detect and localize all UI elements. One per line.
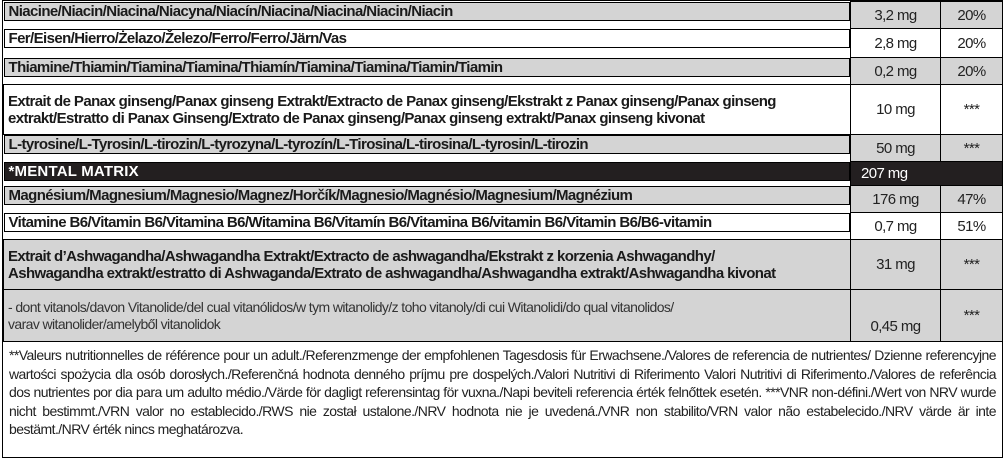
table-row (4, 213, 1003, 240)
nutrient-amount: 10 mg (851, 85, 941, 135)
table-row (4, 85, 1003, 135)
nutrient-percent: *** (941, 240, 1003, 290)
nutrient-percent: 20% (941, 2, 1003, 29)
nutrient-percent: 51% (941, 213, 1003, 240)
nutrient-amount: 50 mg (851, 135, 941, 162)
nutrient-amount: 176 mg (851, 186, 941, 213)
table-row (4, 58, 1003, 85)
nutrient-amount: 2,8 mg (851, 29, 941, 58)
section-amount: 207 mg (851, 162, 1003, 186)
nutrient-name: L-tyrosine/L-Tyrosin/L-tirozin/L-tyrozyna/L-tyrozín/L-Tirosina/L-tirosina/L-tyrosin/L-tirozin (4, 135, 851, 154)
nutrition-table (3, 1, 1003, 342)
nutrient-name-line: Extrait de Panax ginseng/Panax ginseng Extrakt/Extracto de Panax ginseng/Ekstrakt z Panax ginseng/Panax ginseng (8, 92, 776, 110)
section-header-row (4, 162, 1003, 186)
footnote: **Valeurs nutritionnelles de référence pour un adult./Referenzmenge der empfohlenen Tagesdosis für Erwachsene./Valores de referencia de nutrientes/ Dzienne referencyjne wartości spożycia dla osób dorosłych./Referenčná hodnota denného príjmu pre dospelých./Valori Nutritivi di Riferimento Valori Nutritivi di Riferimento./Valores de referência dos nutrientes por dia para um adulto médio./Värde för dagligt referensintag för vuxna./Napi beviteli referencia érték felnőttek esetén. ***VNR non-défini./Wert von NRV wurde nicht bestimmt./VRN valor no establecido./RWS nie został ustalone./NRV hodnota nie je uvedená./VNR non stabilito/VRN valor não estabelecido./NRV värde är inte bestämt./NRV érték nincs meghatározva. (9, 347, 996, 437)
nutrient-percent: *** (941, 135, 1003, 162)
nutrient-amount: 0,7 mg (851, 213, 941, 240)
table-row (4, 290, 1003, 342)
nutrient-name-line: Ashwagandha extrakt/estratto di Ashwaganda/Extrato de ashwagandha/Ashwagandha extrakt/Ashwagandha kivonat (8, 264, 776, 282)
nutrient-name-line: - dont vitanols/davon Vitanolide/del cual vitanólidos/w tym witanolidy/z toho vitanoly/di cui Witanolidi/do qual vitanolidos/ (8, 298, 674, 315)
nutrient-amount: 3,2 mg (851, 2, 941, 29)
nutrient-percent: *** (941, 85, 1003, 135)
nutrient-amount: 0,45 mg (851, 290, 941, 342)
nutrient-percent: *** (941, 290, 1003, 342)
nutrient-name-line: varav witanolider/amelyből vitanolidok (8, 315, 221, 332)
nutrient-amount: 0,2 mg (851, 58, 941, 85)
nutrient-amount: 31 mg (851, 240, 941, 290)
nutrient-name: Vitamine B6/Vitamin B6/Vitamina B6/Witamina B6/Vitamín B6/Vitamina B6/vitamin B6/Vitamin B6/B6-vitamin (4, 213, 851, 232)
table-row (4, 240, 1003, 290)
table-row (4, 29, 1003, 58)
nutrient-percent: 47% (941, 186, 1003, 213)
nutrient-name (4, 240, 851, 290)
nutrient-name: Fer/Eisen/Hierro/Żelazo/Železo/Ferro/Ferro/Järn/Vas (4, 29, 851, 48)
table-row (4, 2, 1003, 29)
nutrient-name (4, 85, 851, 135)
nutrient-name: Magnésium/Magnesium/Magnesio/Magnez/Horčík/Magnesio/Magnésio/Magnesium/Magnézium (4, 186, 851, 205)
nutrient-percent: 20% (941, 58, 1003, 85)
table-row (4, 186, 1003, 213)
nutrient-name (4, 290, 851, 342)
nutrient-name: Niacine/Niacin/Niacina/Niacyna/Niacín/Niacina/Niacina/Niacin/Niacin (4, 2, 851, 21)
nutrient-name-line: Extrait d’Ashwagandha/Ashwagandha Extrakt/Extracto de ashwagandha/Ekstrakt z korzenia Ashwagandhy/ (8, 247, 715, 265)
nutrient-name-line: extrakt/Estratto di Panax Ginseng/Extrato de Panax ginseng/Panax ginseng extrakt/Panax ginseng kivonat (8, 109, 705, 127)
nutrition-panel (2, 0, 1003, 458)
nutrient-percent: 20% (941, 29, 1003, 58)
nutrient-name: Thiamine/Thiamin/Tiamina/Tiamina/Thiamín/Tiamina/Tiamina/Tiamin/Tiamin (4, 58, 851, 77)
table-row (4, 135, 1003, 162)
section-title: *MENTAL MATRIX (4, 162, 851, 181)
